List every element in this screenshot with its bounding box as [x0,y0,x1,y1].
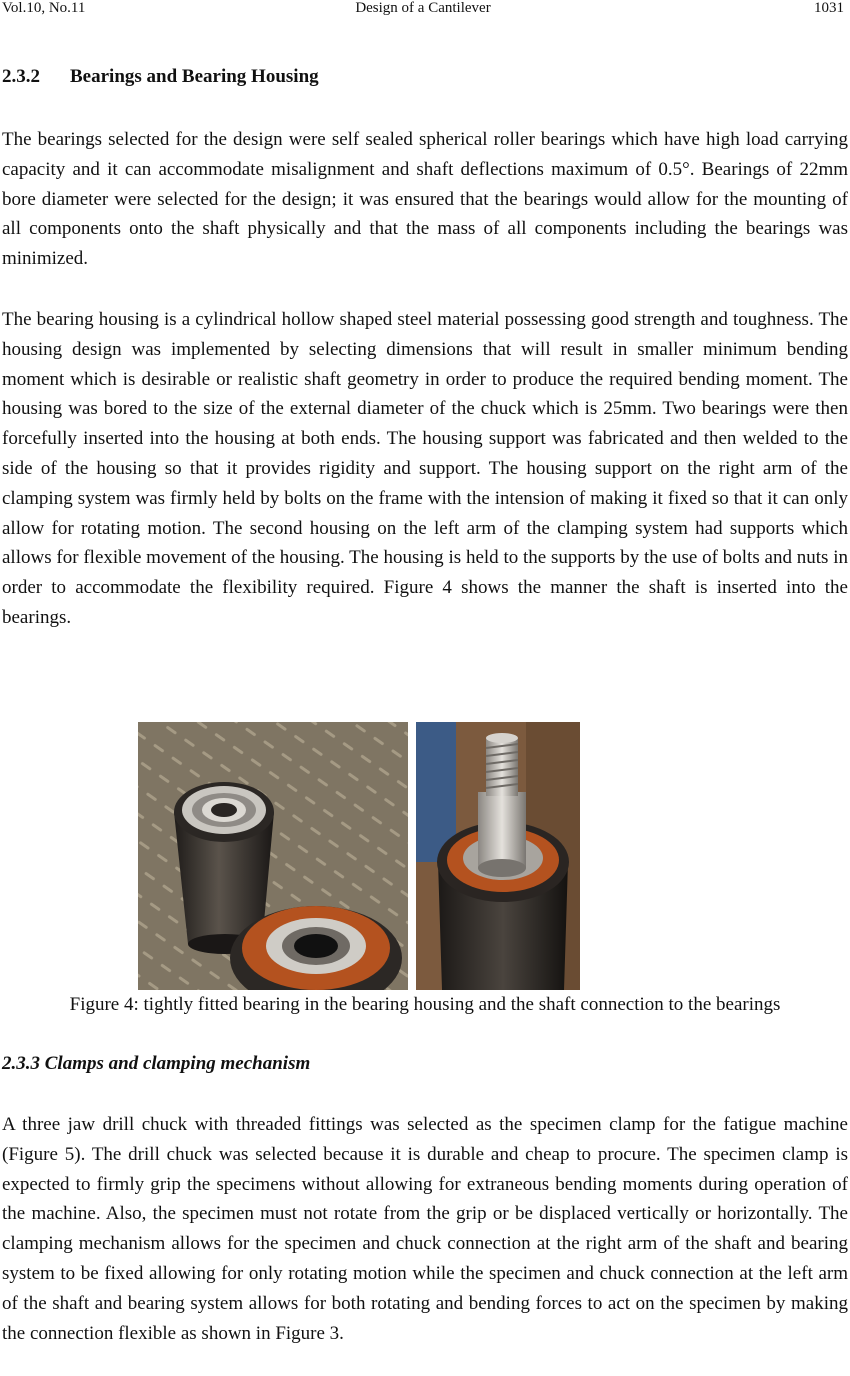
section-number: 2.3.2 [2,66,40,87]
section-heading-2-3-3: 2.3.3 Clamps and clamping mechanism [2,1053,311,1074]
journal-volume: Vol.10, No.11 [2,0,86,16]
paragraph-bearing-housing: The bearing housing is a cylindrical hollow shaped steel material possessing good strength and toughness. The housing design was implemented by selecting dimensions that will result in smaller minimum bending moment which is desirable or realistic shaft geometry in order to produce the required bending moment. The housing was bored to the size of the external diameter of the chuck which is 25mm. Two bearings were then forcefully inserted into the housing at both ends. The housing support was fabricated and then welded to the side of the housing so that it provides rigidity and support. The housing support on the right arm of the clamping system was firmly held by bolts on the frame with the intension of making it fixed so that it can only allow for rotating motion. The second housing on the left arm of the clamping system had supports which allows for flexible movement of the housing. The housing is held to the supports by the use of bolts and nuts in order to accommodate the flexibility required. Figure 4 shows the manner the shaft is inserted into the bearings. [2,309,848,628]
figure-4 [138,722,582,990]
figure-4-caption: Figure 4: tightly fitted bearing in the bearing housing and the shaft connection to the bearings [69,994,781,1015]
paragraph-clamps: A three jaw drill chuck with threaded fittings was selected as the specimen clamp for the fatigue machine (Figure 5). The drill chuck was selected because it is durable and cheap to procure. The specimen clamp is expected to firmly grip the specimens without allowing for extraneous bending moments during operation of the machine. Also, the specimen must not rotate from the grip or be displaced vertically or horizontally. The clamping mechanism allows for the specimen and chuck connection at the right arm of the shaft and bearing system to be fixed allowing for only rotating motion while the specimen and chuck connection at the left arm of the shaft and bearing system allows for both rotating and bending forces to act on the specimen by making the connection flexible as shown in Figure 3. [2,1114,848,1344]
section-title: Bearings and Bearing Housing [70,66,319,87]
page-number: 1031 [814,0,844,16]
bearing-housing-photo [138,722,408,990]
running-header [2,0,844,22]
running-title: Design of a Cantilever [355,0,491,16]
section-heading-2-3-2 [2,66,319,88]
paragraph-bearings: The bearings selected for the design were self sealed spherical roller bearings which have high load carrying capacity and it can accommodate misalignment and shaft deflections maximum of 0.5°. Bearings of 22mm bore diameter were selected for the design; it was ensured that the bearings would allow for the mounting of all components onto the shaft physically and that the mass of all components including the bearings was minimized. [2,129,848,270]
shaft-connection-photo [416,722,580,990]
